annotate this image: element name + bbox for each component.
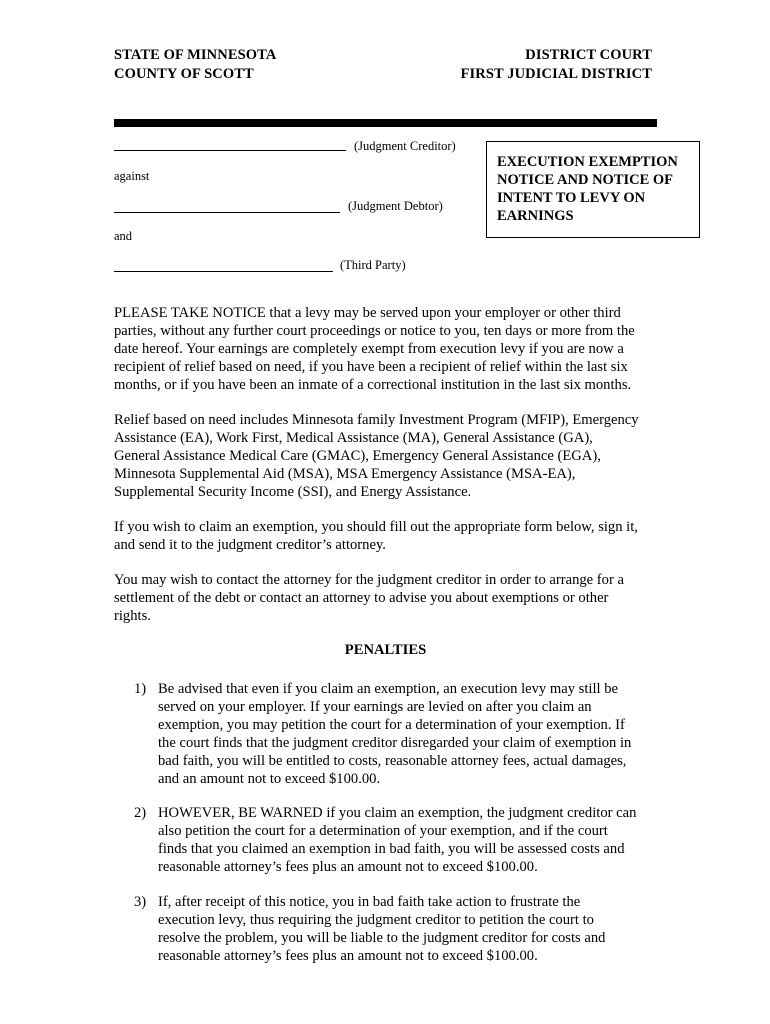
third-party-line[interactable] [114, 271, 333, 272]
text-line: rights. [114, 608, 151, 624]
text-line: PLEASE TAKE NOTICE that a levy may be served upon your employer or other third [114, 305, 621, 321]
court-name: DISTRICT COURT [525, 47, 652, 63]
text-line: If you wish to claim an exemption, you should fill out the appropriate form below, sign it, [114, 519, 638, 535]
document-title-line: INTENT TO LEVY ON [497, 190, 646, 206]
text-line: execution levy, thus requiring the judgment creditor to petition the court to [158, 912, 594, 928]
judgment-creditor-line[interactable] [114, 150, 346, 151]
text-line: resolve the problem, you will be liable to the judgment creditor for costs and [158, 930, 606, 946]
text-line: parties, without any further court proceedings or notice to you, ten days or more from the [114, 323, 635, 339]
text-line: You may wish to contact the attorney for the judgment creditor in order to arrange for a [114, 572, 624, 588]
relief-paragraph [114, 411, 662, 501]
text-line: the court finds that the judgment creditor disregarded your claim of exemption in [158, 735, 632, 751]
judgment-debtor-label: (Judgment Debtor) [348, 199, 443, 213]
document-title-line: EXECUTION EXEMPTION [497, 154, 678, 170]
text-line: bad faith, you will be entitled to costs, reasonable attorney fees, actual damages, [158, 753, 627, 769]
list-item-number: 3) [134, 894, 147, 910]
judgment-debtor-line[interactable] [114, 212, 340, 213]
text-line: finds that you claimed an exemption in bad faith, you will be assessed costs and [158, 841, 625, 857]
contact-attorney-paragraph [114, 571, 662, 625]
document-title-line: EARNINGS [497, 208, 574, 224]
text-line: If, after receipt of this notice, you in bad faith take action to frustrate the [158, 894, 581, 910]
document-title-line: NOTICE AND NOTICE OF [497, 172, 674, 188]
text-line: Minnesota Supplemental Aid (MSA), MSA Emergency Assistance (MSA-EA), [114, 466, 576, 482]
list-item [158, 893, 658, 965]
text-line: exemption, you may petition the court for a determination of your exemption. If [158, 717, 625, 733]
list-item-number: 2) [134, 805, 147, 821]
text-line: Be advised that even if you claim an exemption, an execution levy may still be [158, 681, 618, 697]
text-line: reasonable attorney’s fees plus an amount not to exceed $100.00. [158, 948, 538, 964]
text-line: HOWEVER, BE WARNED if you claim an exemption, the judgment creditor can [158, 805, 637, 821]
court-state-county [114, 46, 276, 84]
third-party-label: (Third Party) [340, 258, 406, 272]
text-line: and an amount not to exceed $100.00. [158, 771, 381, 787]
district-name: FIRST JUDICIAL DISTRICT [460, 66, 652, 82]
list-item-number: 1) [134, 681, 147, 697]
against-label: against [114, 169, 150, 183]
text-line: Supplemental Security Income (SSI), and Energy Assistance. [114, 484, 472, 500]
state-name: STATE OF MINNESOTA [114, 47, 277, 63]
list-item [158, 680, 658, 788]
text-line: reasonable attorney’s fees plus an amount not to exceed $100.00. [158, 859, 538, 875]
judgment-creditor-label: (Judgment Creditor) [354, 139, 456, 153]
text-line: Relief based on need includes Minnesota family Investment Program (MFIP), Emergency [114, 412, 639, 428]
list-item [158, 804, 658, 876]
header-rule [114, 119, 657, 127]
notice-paragraph [114, 304, 662, 394]
exemption-claim-paragraph [114, 518, 662, 554]
text-line: Assistance (EA), Work First, Medical Assistance (MA), General Assistance (GA), [114, 430, 593, 446]
county-name: COUNTY OF SCOTT [114, 66, 254, 82]
document-title-box [486, 141, 700, 238]
text-line: date hereof. Your earnings are completely exempt from execution levy if you are now a [114, 341, 624, 357]
and-label: and [114, 229, 133, 243]
text-line: settlement of the debt or contact an attorney to advise you about exemptions or other [114, 590, 609, 606]
text-line: months, or if you have been an inmate of a correctional institution in the last six months. [114, 377, 632, 393]
text-line: served on your employer. If your earnings are levied on after you claim an [158, 699, 592, 715]
court-district [461, 46, 652, 84]
text-line: General Assistance Medical Care (GMAC), Emergency General Assistance (EGA), [114, 448, 601, 464]
penalties-heading: PENALTIES [344, 642, 427, 658]
text-line: and send it to the judgment creditor’s attorney. [114, 537, 386, 553]
text-line: recipient of relief based on need, if you have been a recipient of relief within the last six [114, 359, 628, 375]
text-line: also petition the court for a determination of your exemption, and if the court [158, 823, 608, 839]
